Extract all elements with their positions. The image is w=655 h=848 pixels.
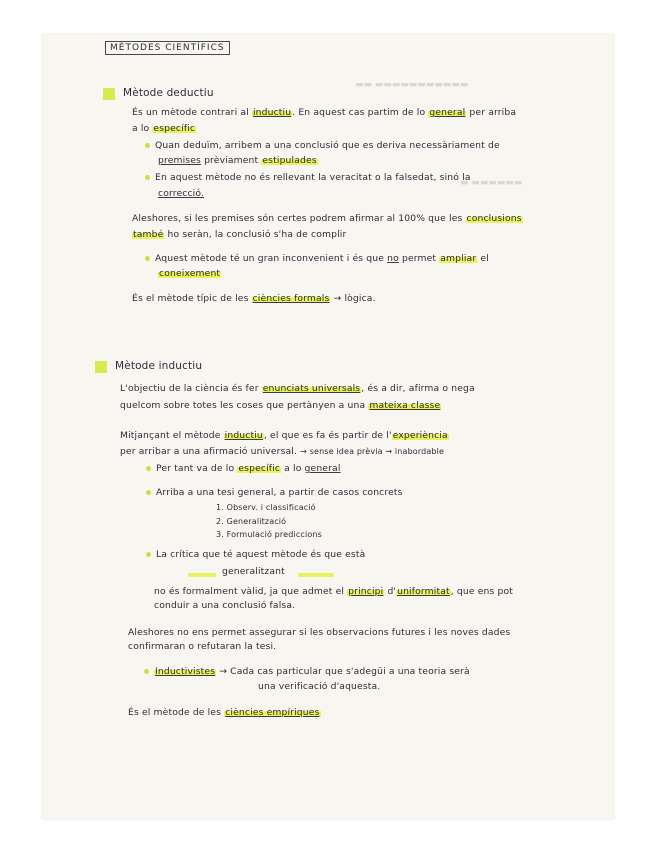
text-line: generalitzant (222, 566, 285, 577)
section-marker (103, 88, 115, 100)
highlight-stroke (188, 573, 216, 577)
text-line: coneixement (159, 268, 221, 279)
step-item: 3. Formulació prediccions (216, 530, 322, 539)
text-line: Aleshores, si les premises són certes podrem afirmar al 100% que les conclusions (132, 213, 522, 224)
text-line: quelcom sobre totes les coses que pertànyen a una mateixa classe (120, 400, 441, 411)
text-line: confirmaran o refutaran la tesi. (128, 641, 277, 652)
bullet-dot (146, 552, 151, 557)
bullet-item: Aquest mètode té un gran inconvenient i és que no permet ampliar el (145, 253, 489, 264)
bullet-dot (146, 466, 151, 471)
text-line: L'objectiu de la ciència és fer enunciats universals, és a dir, afirma o nega (120, 383, 475, 394)
notebook-page (42, 34, 614, 819)
page-title: MÈTODES CIENTÍFICS (105, 41, 230, 55)
text-line: És un mètode contrari al inductiu. En aquest cas partim de lo general per arriba (132, 107, 517, 118)
highlight-stroke (298, 573, 334, 577)
text-line: És el mètode de les ciències empíriques (128, 707, 320, 718)
text-line: per arribar a una afirmació universal. → sense idea prèvia ⇝ inabordable (120, 446, 445, 457)
section-marker (95, 361, 107, 373)
bleed-through: ▬ ▬▬▬▬▬▬ (460, 178, 523, 188)
bullet-item: Quan deduïm, arribem a una conclusió que es deriva necessàriament de (145, 140, 500, 151)
section-heading-inductive: Mètode inductiu (115, 360, 203, 372)
bullet-item: La crítica que té aquest mètode és que està (146, 549, 365, 560)
text-line: Mitjançant el mètode inductiu, el que es fa és partir de l'experiència (120, 430, 448, 441)
bullet-item: Arriba a una tesi general, a partir de casos concrets (146, 487, 403, 498)
bullet-dot (146, 490, 151, 495)
text-line: una verificació d'aquesta. (258, 681, 381, 692)
bullet-dot (145, 256, 150, 261)
section-heading-deductive: Mètode deductiu (123, 87, 214, 99)
text-line: És el mètode típic de les ciències formals → lògica. (132, 293, 376, 304)
step-item: 2. Generalització (216, 517, 287, 526)
text-line: també ho seràn, la conclusió s'ha de complir (133, 229, 347, 240)
bullet-dot (145, 143, 150, 148)
bullet-item: Inductivistes → Cada cas particular que s'adegüi a una teoria serà (144, 666, 470, 677)
bullet-dot (145, 175, 150, 180)
text-line: no és formalment vàlid, ja que admet el principi d'uniformitat, que ens pot (154, 586, 514, 597)
text-line: a lo específic (132, 123, 196, 134)
bleed-through: ▬▬ ▬▬▬▬▬▬▬▬▬▬▬ (355, 80, 469, 90)
text-line: premises prèviament estipulades (158, 155, 317, 166)
text-line: Aleshores no ens permet assegurar si les observacions futures i les noves dades (128, 627, 511, 638)
text-line: conduir a una conclusió falsa. (154, 600, 296, 611)
bullet-item: Per tant va de lo específic a lo general (146, 463, 341, 474)
step-item: 1. Observ. i classificació (216, 503, 316, 512)
bullet-dot (144, 669, 149, 674)
bullet-item: En aquest mètode no és rellevant la veracitat o la falsedat, sinó la (145, 172, 471, 183)
text-line: correcció. (158, 188, 205, 199)
